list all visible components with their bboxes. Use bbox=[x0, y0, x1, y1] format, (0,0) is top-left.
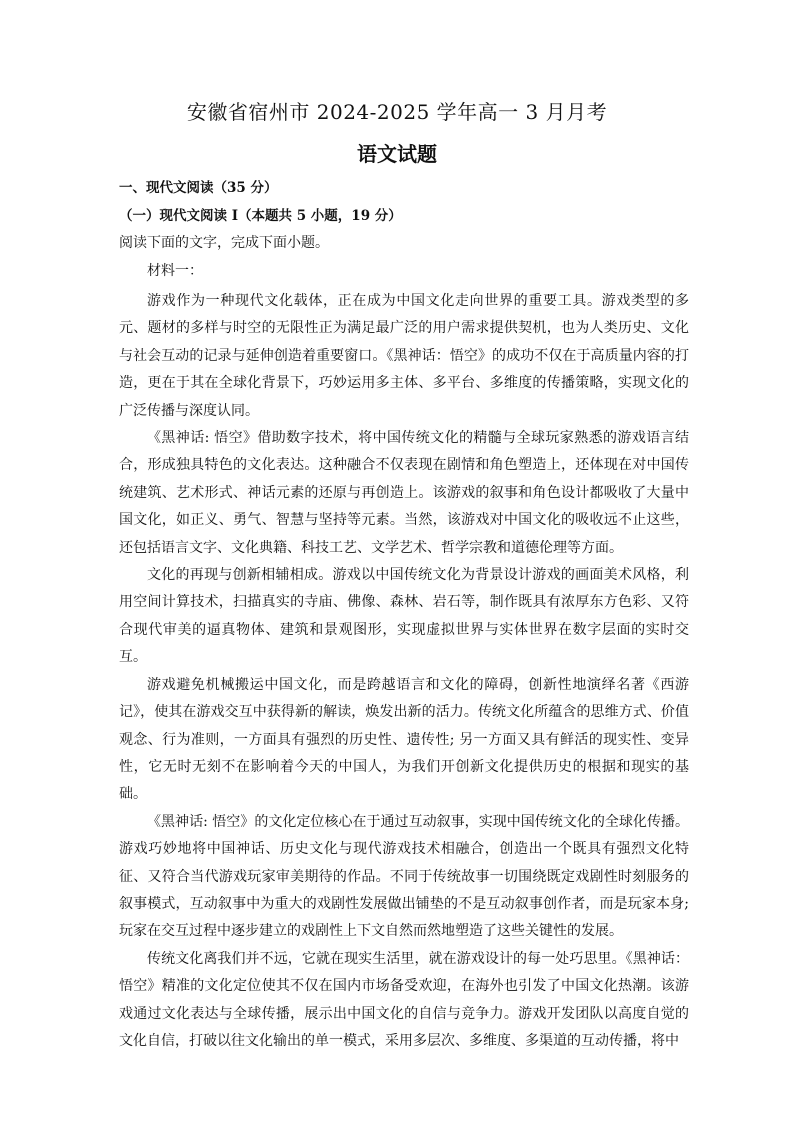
article-body bbox=[119, 288, 689, 1055]
section-heading: 一、现代文阅读（35 分） bbox=[119, 180, 278, 196]
paragraph: 文化的再现与创新相辅相成。游戏以中国传统文化为背景设计游戏的画面美术风格，利用空间计算技术，扫描真实的寺庙、佛像、森林、岩石等，制作既具有浓厚东方色彩、又符合现代审美的逼真物体、建筑和景观图形，实现虚拟世界与实体世界在数字层面的实时交互。 bbox=[119, 567, 689, 666]
paragraph: 游戏作为一种现代文化载体，正在成为中国文化走向世界的重要工具。游戏类型的多元、题材的多样与时空的无限性正为满足最广泛的用户需求提供契机，也为人类历史、文化与社会互动的记录与延伸创造着重要窗口。《黑神话：悟空》的成功不仅在于高质量内容的打造，更在于其在全球化背景下，巧妙运用多主体、多平台、多维度的传播策略，实现文化的广泛传播与深度认同。 bbox=[119, 293, 689, 419]
reading-instruction: 阅读下面的文字，完成下面小题。 bbox=[119, 235, 329, 251]
page-title: 安徽省宿州市 2024-2025 学年高一 3 月月考 bbox=[186, 100, 608, 124]
paragraph: 传统文化离我们并不远，它就在现实生活里，就在游戏设计的每一处巧思里。《黑神话：悟空》精准的文化定位使其不仅在国内市场备受欢迎，在海外也引发了中国文化热潮。该游戏通过文化表达与全球传播，展示出中国文化的自信与竞争力。游戏开发团队以高度自觉的文化自信，打破以往文化输出的单一模式，采用多层次、多维度、多渠道的互动传播，将中 bbox=[119, 950, 689, 1049]
subsection-heading: （一）现代文阅读 I（本题共 5 小题，19 分） bbox=[119, 208, 402, 224]
material-label: 材料一： bbox=[147, 263, 203, 279]
paragraph: 游戏避免机械搬运中国文化，而是跨越语言和文化的障碍，创新性地演绎名著《西游记》，使其在游戏交互中获得新的解读，焕发出新的活力。传统文化所蕴含的思维方式、价值观念、行为准则，一方面具有强烈的历史性、遗传性; 另一方面又具有鲜活的现实性、变异性，它无时无刻不在影响着今天的中国人，为我们开创新文化提供历史的根据和现实的基础。 bbox=[119, 676, 689, 803]
paragraph: 《黑神话: 悟空》借助数字技术，将中国传统文化的精髓与全球玩家熟悉的游戏语言结合，形成独具特色的文化表达。这种融合不仅表现在剧情和角色塑造上，还体现在对中国传统建筑、艺术形式、神话元素的还原与再创造上。该游戏的叙事和角色设计都吸收了大量中国文化，如正义、勇气、智慧与坚持等元素。当然，该游戏对中国文化的吸收远不止这些，还包括语言文字、文化典籍、科技工艺、文学艺术、哲学宗教和道德伦理等方面。 bbox=[119, 430, 689, 556]
paragraph: 《黑神话: 悟空》的文化定位核心在于通过互动叙事，实现中国传统文化的全球化传播。游戏巧妙地将中国神话、历史文化与现代游戏技术相融合，创造出一个既具有强烈文化特征、又符合当代游戏玩家审美期待的作品。不同于传统故事一切围绕既定戏剧性时刻服务的叙事模式，互动叙事中为重大的戏剧性发展做出铺垫的不是互动叙事创作者，而是玩家本身; 玩家在交互过程中逐步建立的戏剧性上下文自然而然地塑造了这些关键性的发展。 bbox=[119, 813, 689, 940]
page-subtitle: 语文试题 bbox=[357, 142, 437, 166]
